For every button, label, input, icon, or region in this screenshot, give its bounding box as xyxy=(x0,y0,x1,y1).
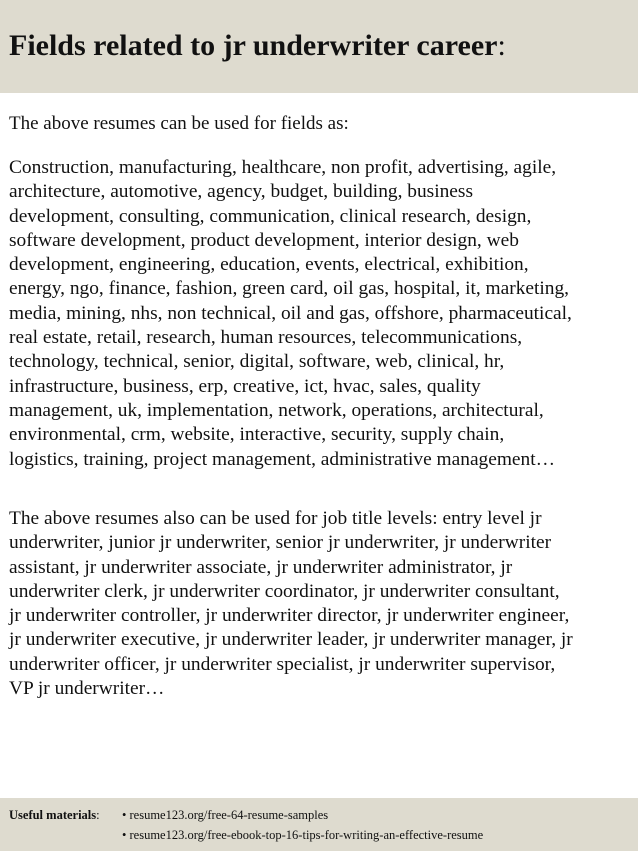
intro-text: The above resumes can be used for fields as: xyxy=(9,113,349,134)
resume-tips-ebook-link[interactable]: • resume123.org/free-ebook-top-16-tips-for-writing-an-effective-resume xyxy=(122,828,484,842)
title-band xyxy=(0,0,638,93)
page-title-text: Fields related to jr underwriter career xyxy=(9,29,498,62)
resume-samples-link[interactable]: • resume123.org/free-64-resume-samples xyxy=(122,808,329,822)
fields-paragraph: Construction, manufacturing, healthcare, non profit, advertising, agile, architecture, automotive, agency, budget, building, business development, consulting, communication, clinical research, design, software development, product development, interior design, web development, engineering, education, events, electrical, exhibition, energy, ngo, finance, fashion, green card, oil gas, hospital, it, marketing, media, mining, nhs, non technical, oil and gas, offshore, pharmaceutical, real estate, retail, research, human resources, telecommunications, technology, technical, senior, digital, software, web, clinical, hr, infrastructure, business, erp, creative, ict, hvac, sales, quality management, uk, implementation, network, operations, architectural, environmental, crm, website, interactive, security, supply chain, logistics, training, project management, administrative management… xyxy=(9,157,572,470)
useful-materials-label xyxy=(9,805,100,825)
useful-materials-footer xyxy=(0,798,638,851)
job-levels-paragraph: The above resumes also can be used for job title levels: entry level jr underwriter, junior jr underwriter, senior jr underwriter, jr underwriter assistant, jr underwriter associate, jr underwriter administrator, jr underwriter clerk, jr underwriter coordinator, jr underwriter consultant, jr underwriter controller, jr underwriter director, jr underwriter engineer, jr underwriter executive, jr underwriter leader, jr underwriter manager, jr underwriter officer, jr underwriter specialist, jr underwriter supervisor, VP jr underwriter… xyxy=(9,508,573,700)
useful-materials-label-text: Useful materials xyxy=(9,808,97,822)
page-title-colon: : xyxy=(497,29,506,62)
page-title xyxy=(9,28,506,64)
useful-materials-label-colon: : xyxy=(96,808,100,822)
